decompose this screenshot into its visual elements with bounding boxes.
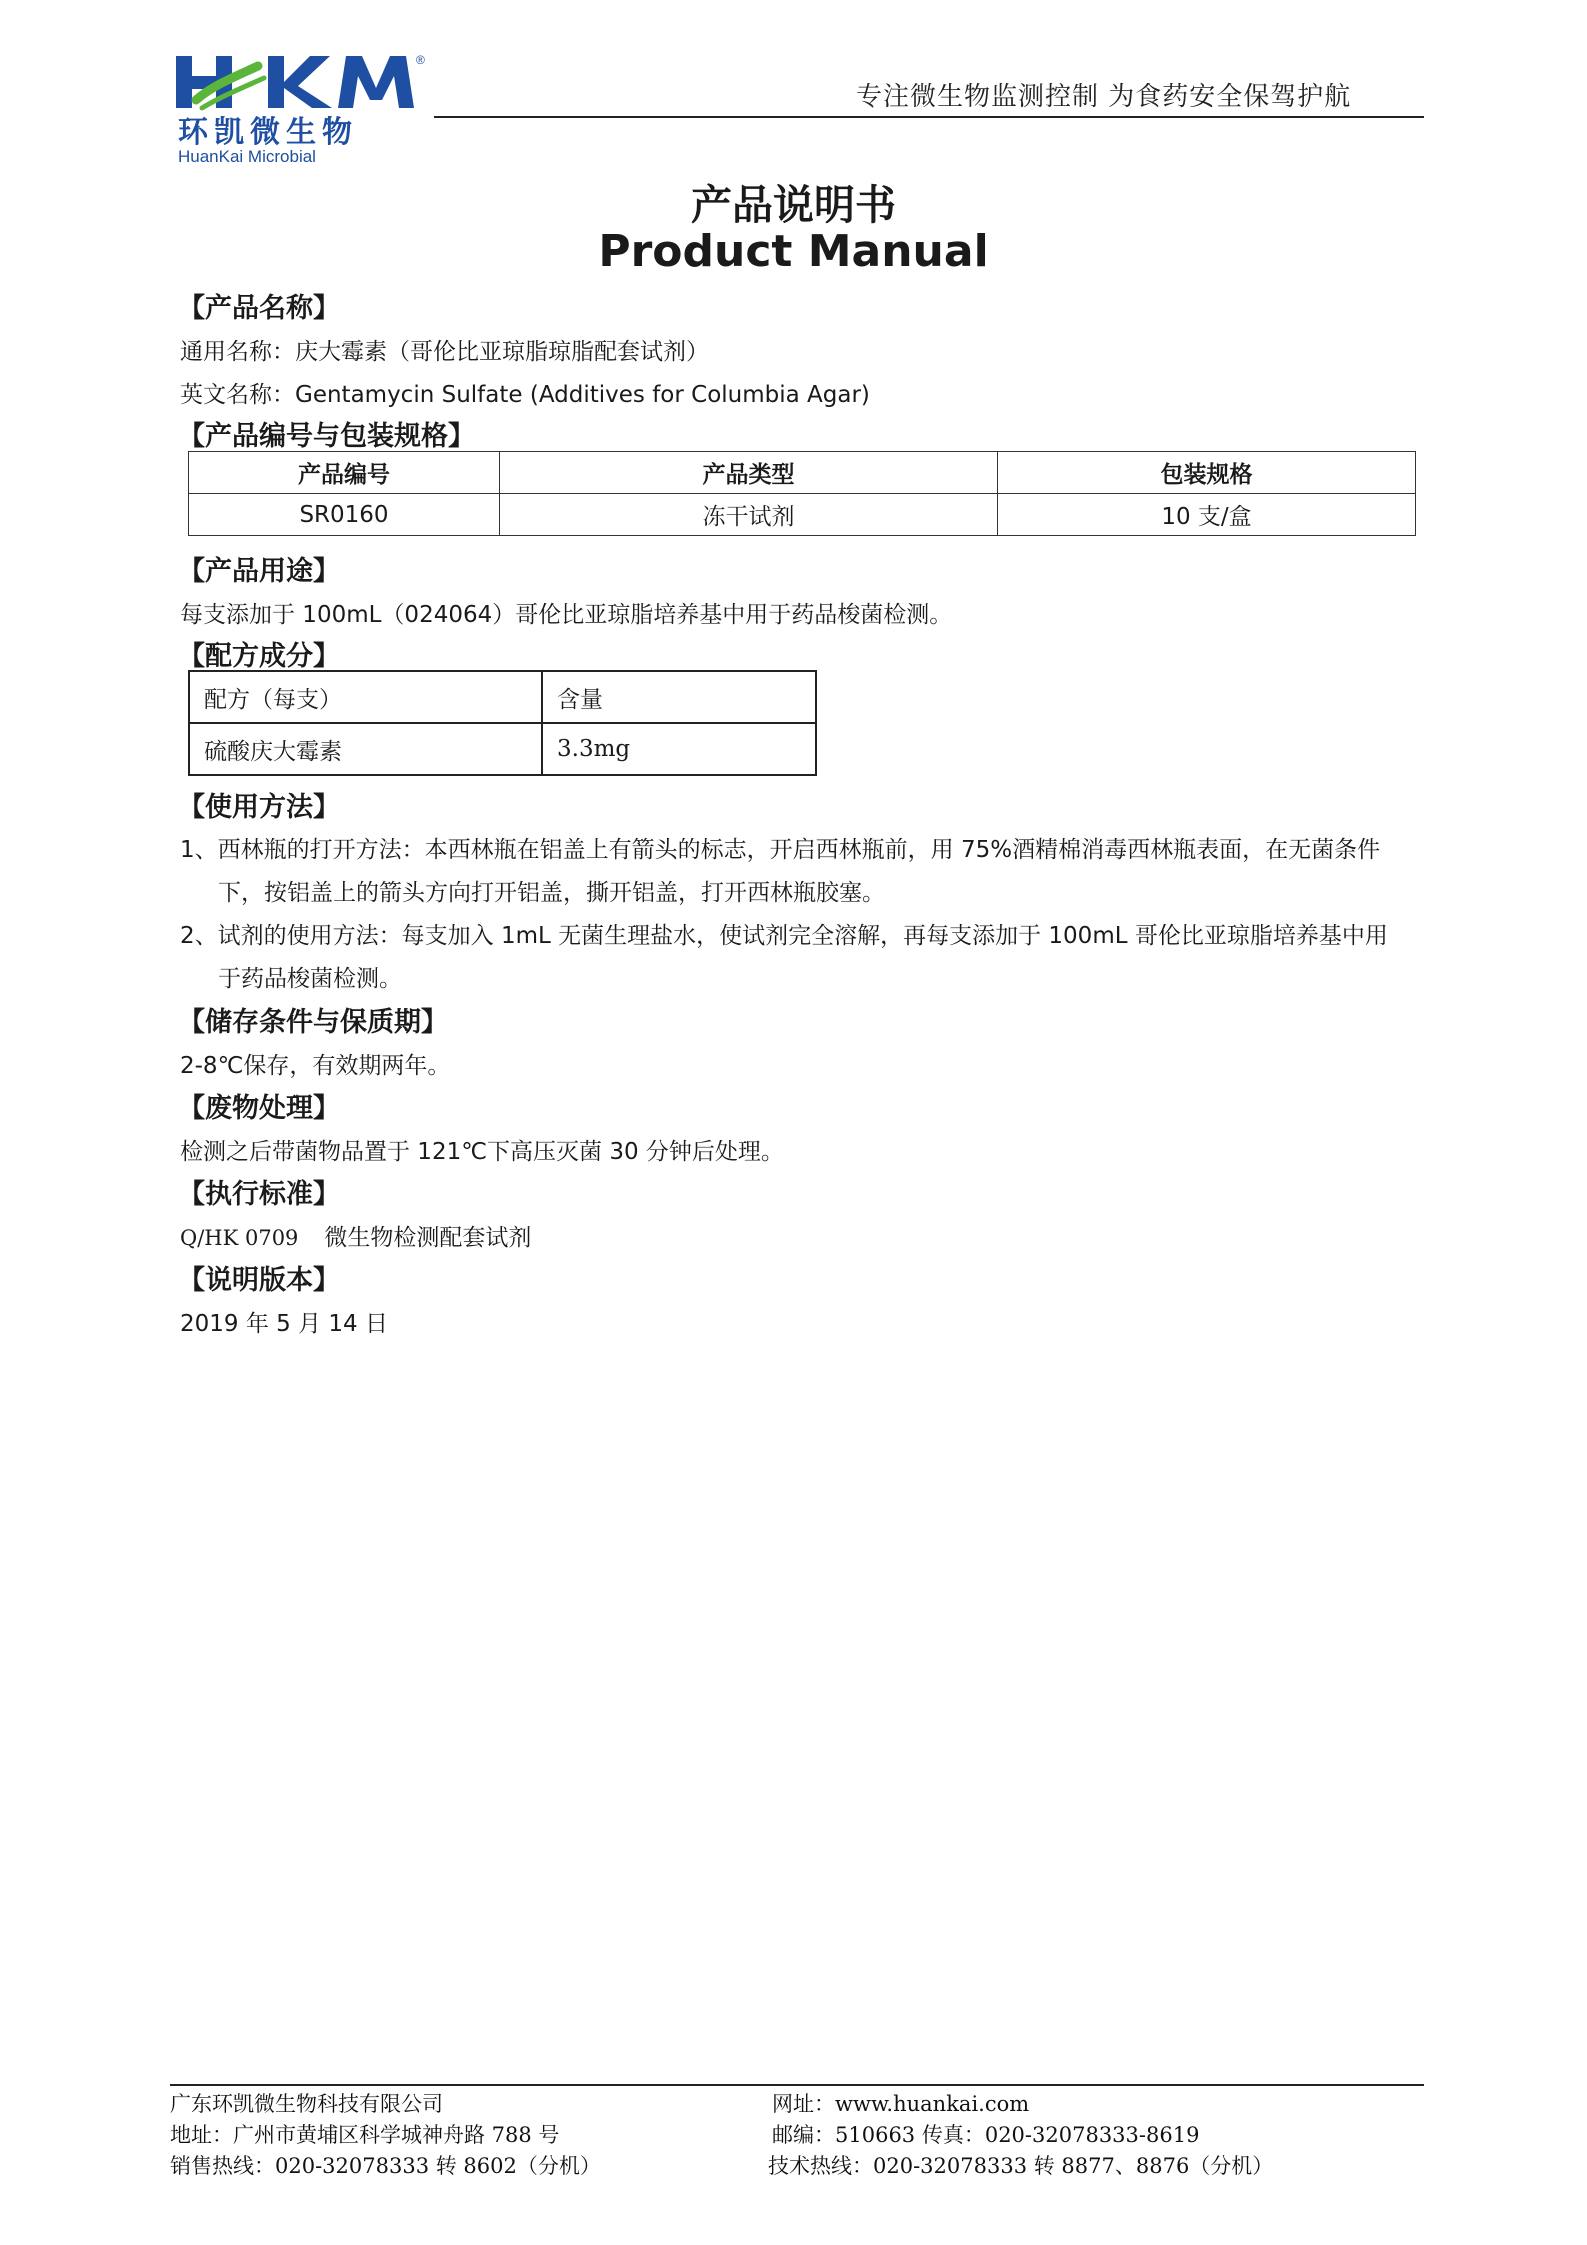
logo-name-cn: 环凯微生物	[178, 115, 358, 150]
usage-step-2-line-1: 2、试剂的使用方法：每支加入 1mL 无菌生理盐水，使试剂完全溶解，再每支添加于 100mL 哥伦比亚琼脂培养基中用	[180, 923, 1388, 949]
section-heading-standard: 【执行标准】	[178, 1179, 340, 1210]
document-title-en: Product Manual	[598, 226, 989, 277]
version-date: 2019 年 5 月 14 日	[180, 1311, 388, 1337]
standard-line	[180, 1219, 531, 1252]
usage-step-1-line-1: 1、西林瓶的打开方法：本西林瓶在铝盖上有箭头的标志，开启西林瓶前，用 75%酒精棉消毒西林瓶表面，在无菌条件	[180, 837, 1381, 863]
company-logo	[172, 48, 442, 166]
ingredient-cell: 硫酸庆大霉素	[189, 723, 542, 775]
registered-mark: ®	[416, 53, 425, 67]
footer-company: 广东环凯微生物科技有限公司	[170, 2092, 443, 2116]
document-title-cn: 产品说明书	[691, 181, 896, 229]
english-name: 英文名称：Gentamycin Sulfate (Additives for Columbia Agar)	[180, 382, 870, 408]
footer-divider	[170, 2084, 1424, 2086]
usage-step-2-line-2: 于药品梭菌检测。	[218, 966, 402, 992]
column-header: 产品类型	[500, 452, 998, 494]
section-heading-usage: 【使用方法】	[178, 792, 340, 823]
disposal-text: 检测之后带菌物品置于 121℃下高压灭菌 30 分钟后处理。	[180, 1139, 784, 1165]
usage-step-1-line-2: 下，按铝盖上的箭头方向打开铝盖，撕开铝盖，打开西林瓶胶塞。	[218, 880, 885, 906]
amount-cell: 3.3mg	[542, 723, 816, 775]
package-spec-cell: 10 支/盒	[998, 494, 1416, 536]
purpose-text: 每支添加于 100mL（024064）哥伦比亚琼脂培养基中用于药品梭菌检测。	[180, 602, 953, 628]
column-header: 含量	[542, 671, 816, 723]
spec-table	[188, 451, 1416, 536]
storage-text: 2-8℃保存，有效期两年。	[180, 1053, 451, 1079]
header-divider	[434, 116, 1424, 118]
section-heading-disposal: 【废物处理】	[178, 1093, 340, 1124]
section-heading-storage: 【储存条件与保质期】	[178, 1007, 448, 1038]
footer-postcode-fax: 邮编：510663 传真：020-32078333-8619	[772, 2123, 1200, 2147]
footer-website: 网址：www.huankai.com	[772, 2092, 1030, 2116]
column-header: 产品编号	[189, 452, 500, 494]
table-row	[189, 494, 1416, 536]
section-heading-version: 【说明版本】	[178, 1265, 340, 1296]
logo-name-en: HuanKai Microbial	[178, 147, 316, 166]
footer-sales-hotline: 销售热线：020-32078333 转 8602（分机）	[170, 2154, 601, 2178]
formula-table	[188, 670, 817, 776]
product-code-cell: SR0160	[189, 494, 500, 536]
column-header: 包装规格	[998, 452, 1416, 494]
header-tagline: 专注微生物监测控制 为食药安全保驾护航	[856, 82, 1352, 112]
footer-tech-hotline: 技术热线：020-32078333 转 8877、8876（分机）	[768, 2154, 1274, 2178]
table-row	[189, 723, 816, 775]
table-header-row	[189, 671, 816, 723]
footer-address: 地址：广州市黄埔区科学城神舟路 788 号	[170, 2123, 560, 2147]
standard-code: Q/HK 0709	[180, 1226, 299, 1250]
section-heading-purpose: 【产品用途】	[178, 556, 340, 587]
section-heading-product-name: 【产品名称】	[178, 293, 340, 324]
table-header-row	[189, 452, 1416, 494]
section-heading-spec: 【产品编号与包装规格】	[178, 421, 475, 452]
standard-text: 微生物检测配套试剂	[324, 1225, 532, 1251]
common-name: 通用名称：庆大霉素（哥伦比亚琼脂琼脂配套试剂）	[180, 339, 709, 365]
section-heading-formula: 【配方成分】	[178, 641, 340, 672]
product-type-cell: 冻干试剂	[500, 494, 998, 536]
column-header: 配方（每支）	[189, 671, 542, 723]
